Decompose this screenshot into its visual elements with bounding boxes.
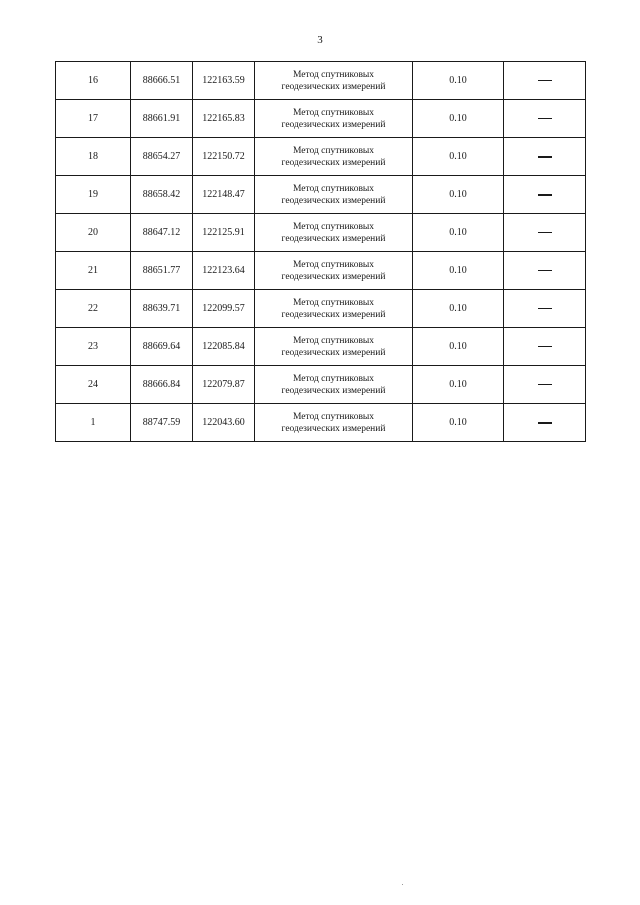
method-line-2: геодезических измерений bbox=[281, 423, 386, 434]
point-number-cell: 17 bbox=[56, 100, 131, 138]
table-row bbox=[56, 290, 586, 328]
dash-mark bbox=[538, 346, 552, 347]
accuracy-cell: 0.10 bbox=[413, 366, 504, 404]
method-line-2: геодезических измерений bbox=[281, 347, 386, 358]
method-line-1: Метод спутниковых bbox=[292, 411, 375, 422]
y-coordinate-cell: 122099.57 bbox=[193, 290, 255, 328]
method-line-1: Метод спутниковых bbox=[292, 297, 375, 308]
point-number-cell: 19 bbox=[56, 176, 131, 214]
description-cell bbox=[504, 328, 586, 366]
x-coordinate-cell: 88747.59 bbox=[131, 404, 193, 442]
method-line-2: геодезических измерений bbox=[281, 157, 386, 168]
x-coordinate-cell: 88666.51 bbox=[131, 62, 193, 100]
method-line-2: геодезических измерений bbox=[281, 271, 386, 282]
method-cell bbox=[255, 404, 413, 442]
method-line-2: геодезических измерений bbox=[281, 195, 386, 206]
y-coordinate-cell: 122165.83 bbox=[193, 100, 255, 138]
description-cell bbox=[504, 62, 586, 100]
point-number-cell: 16 bbox=[56, 62, 131, 100]
method-line-1: Метод спутниковых bbox=[292, 259, 375, 270]
method-line-1: Метод спутниковых bbox=[292, 183, 375, 194]
coordinates-table-body bbox=[56, 62, 586, 442]
method-line-2: геодезических измерений bbox=[281, 233, 386, 244]
point-number-cell: 23 bbox=[56, 328, 131, 366]
y-coordinate-cell: 122148.47 bbox=[193, 176, 255, 214]
dash-mark bbox=[538, 422, 552, 424]
method-line-1: Метод спутниковых bbox=[292, 107, 375, 118]
method-line-1: Метод спутниковых bbox=[292, 373, 375, 384]
point-number-cell: 21 bbox=[56, 252, 131, 290]
accuracy-cell: 0.10 bbox=[413, 62, 504, 100]
dash-mark bbox=[538, 232, 552, 233]
description-cell bbox=[504, 100, 586, 138]
method-cell bbox=[255, 252, 413, 290]
point-number-cell: 24 bbox=[56, 366, 131, 404]
method-cell bbox=[255, 100, 413, 138]
coordinates-table bbox=[55, 61, 586, 442]
accuracy-cell: 0.10 bbox=[413, 214, 504, 252]
accuracy-cell: 0.10 bbox=[413, 290, 504, 328]
dash-mark bbox=[538, 384, 552, 385]
description-cell bbox=[504, 214, 586, 252]
method-line-2: геодезических измерений bbox=[281, 81, 386, 92]
method-cell bbox=[255, 62, 413, 100]
method-line-2: геодезических измерений bbox=[281, 309, 386, 320]
y-coordinate-cell: 122043.60 bbox=[193, 404, 255, 442]
method-cell bbox=[255, 290, 413, 328]
y-coordinate-cell: 122079.87 bbox=[193, 366, 255, 404]
method-line-2: геодезических измерений bbox=[281, 119, 386, 130]
method-cell bbox=[255, 176, 413, 214]
description-cell bbox=[504, 404, 586, 442]
y-coordinate-cell: 122163.59 bbox=[193, 62, 255, 100]
table-row bbox=[56, 176, 586, 214]
x-coordinate-cell: 88647.12 bbox=[131, 214, 193, 252]
x-coordinate-cell: 88661.91 bbox=[131, 100, 193, 138]
method-cell bbox=[255, 366, 413, 404]
method-cell bbox=[255, 138, 413, 176]
dash-mark bbox=[538, 308, 552, 309]
accuracy-cell: 0.10 bbox=[413, 100, 504, 138]
point-number-cell: 18 bbox=[56, 138, 131, 176]
accuracy-cell: 0.10 bbox=[413, 176, 504, 214]
description-cell bbox=[504, 290, 586, 328]
table-row bbox=[56, 328, 586, 366]
point-number-cell: 20 bbox=[56, 214, 131, 252]
x-coordinate-cell: 88654.27 bbox=[131, 138, 193, 176]
accuracy-cell: 0.10 bbox=[413, 328, 504, 366]
method-cell bbox=[255, 328, 413, 366]
dash-mark bbox=[538, 156, 552, 158]
description-cell bbox=[504, 138, 586, 176]
table-row bbox=[56, 138, 586, 176]
accuracy-cell: 0.10 bbox=[413, 138, 504, 176]
point-number-cell: 22 bbox=[56, 290, 131, 328]
table-row bbox=[56, 62, 586, 100]
method-line-1: Метод спутниковых bbox=[292, 335, 375, 346]
x-coordinate-cell: 88639.71 bbox=[131, 290, 193, 328]
dash-mark bbox=[538, 270, 552, 271]
y-coordinate-cell: 122123.64 bbox=[193, 252, 255, 290]
description-cell bbox=[504, 252, 586, 290]
method-line-1: Метод спутниковых bbox=[292, 145, 375, 156]
accuracy-cell: 0.10 bbox=[413, 404, 504, 442]
dash-mark bbox=[538, 80, 552, 81]
method-line-2: геодезических измерений bbox=[281, 385, 386, 396]
page-number: 3 bbox=[317, 34, 323, 46]
method-cell bbox=[255, 214, 413, 252]
table-row bbox=[56, 252, 586, 290]
table-row bbox=[56, 100, 586, 138]
table-row bbox=[56, 404, 586, 442]
x-coordinate-cell: 88669.64 bbox=[131, 328, 193, 366]
scan-speck bbox=[402, 884, 403, 885]
accuracy-cell: 0.10 bbox=[413, 252, 504, 290]
table-row bbox=[56, 366, 586, 404]
x-coordinate-cell: 88651.77 bbox=[131, 252, 193, 290]
point-number-cell: 1 bbox=[56, 404, 131, 442]
table-row bbox=[56, 214, 586, 252]
dash-mark bbox=[538, 118, 552, 119]
description-cell bbox=[504, 176, 586, 214]
description-cell bbox=[504, 366, 586, 404]
y-coordinate-cell: 122085.84 bbox=[193, 328, 255, 366]
dash-mark bbox=[538, 194, 552, 196]
x-coordinate-cell: 88658.42 bbox=[131, 176, 193, 214]
method-line-1: Метод спутниковых bbox=[292, 69, 375, 80]
y-coordinate-cell: 122125.91 bbox=[193, 214, 255, 252]
y-coordinate-cell: 122150.72 bbox=[193, 138, 255, 176]
x-coordinate-cell: 88666.84 bbox=[131, 366, 193, 404]
method-line-1: Метод спутниковых bbox=[292, 221, 375, 232]
